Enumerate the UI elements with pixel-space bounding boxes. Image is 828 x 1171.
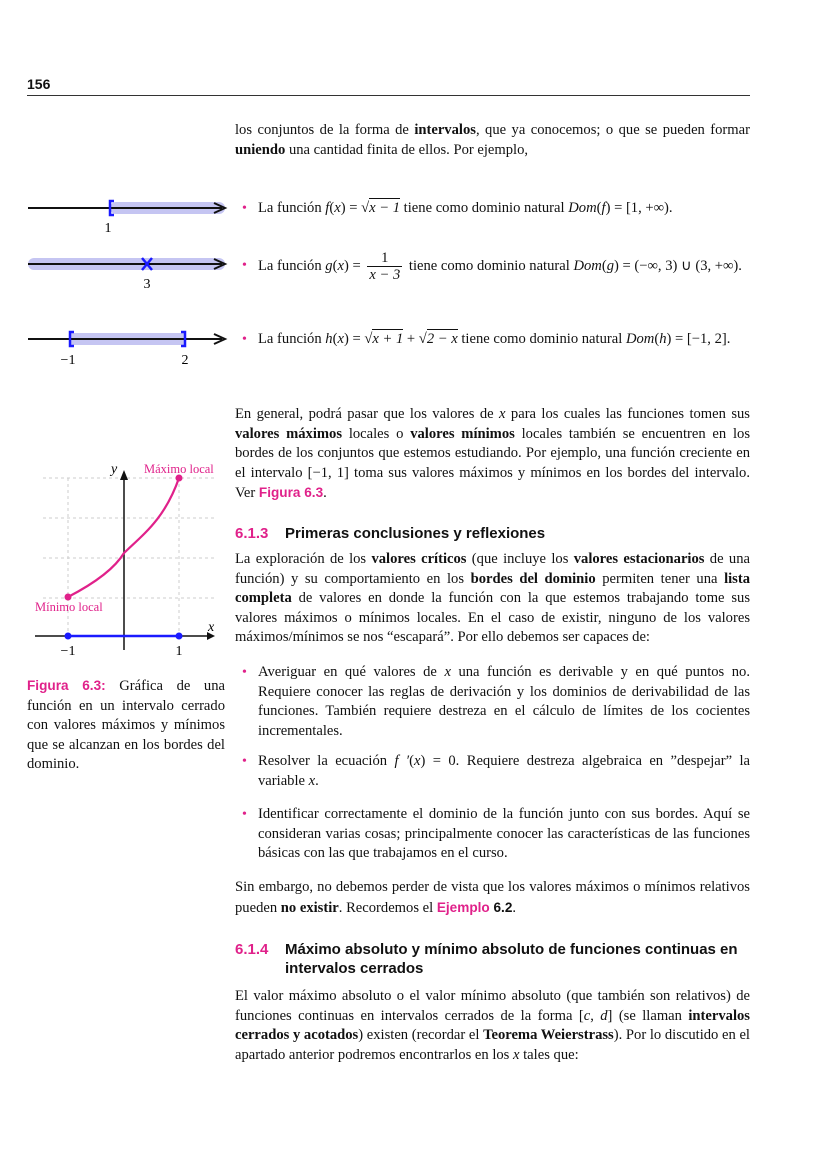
text-run: (	[409, 753, 414, 769]
text-run: +	[403, 331, 419, 347]
math-text: x	[337, 331, 344, 347]
text-run: de una función) y su comportamiento en los	[235, 551, 750, 587]
task-item	[242, 663, 750, 741]
bullet-icon: •	[242, 665, 247, 680]
bullet-icon: •	[242, 258, 247, 273]
example-h	[242, 330, 750, 350]
task-item	[242, 805, 750, 864]
text-run: .	[323, 485, 327, 502]
math-text: h	[659, 331, 667, 347]
section-title: Primeras conclusiones y reflexiones	[285, 525, 546, 542]
math-text: Dom	[568, 200, 597, 216]
radicand: x + 1	[372, 331, 404, 347]
text-run: los conjuntos de la forma de	[235, 122, 415, 138]
max-label: Máximo local	[144, 462, 214, 476]
text-run: . Recordemos el	[338, 899, 437, 916]
numerator: 1	[367, 250, 402, 267]
x-axis-label: x	[208, 620, 215, 635]
math-text: x	[308, 772, 316, 789]
number-line-h	[28, 332, 225, 368]
section-number: 6.1.4	[235, 941, 269, 958]
math-text: g	[606, 257, 615, 274]
tick-label: 1	[175, 644, 183, 659]
text-run: (	[654, 331, 660, 347]
text-run: (que incluye los	[466, 551, 574, 567]
math-text: Dom	[625, 331, 655, 347]
math-text: x	[334, 200, 341, 216]
text-run: ) existen (recordar el	[358, 1027, 484, 1044]
bold-text: intervalos	[414, 122, 476, 138]
number-line-g	[28, 258, 225, 292]
text-run: ) = (−∞, 3) ∪ (3, +∞).	[614, 257, 742, 274]
text-run: (	[332, 331, 338, 347]
square-root	[419, 329, 458, 347]
tick-label: −1	[60, 644, 76, 659]
bold-text: uniendo	[235, 141, 286, 158]
math-text: x	[337, 257, 344, 274]
bold-text: intervalos cerrados y acotados	[235, 1007, 750, 1044]
general-paragraph	[235, 405, 750, 504]
text-run: ) =	[340, 200, 362, 216]
bold-text: valores críticos	[371, 551, 467, 567]
section-title: Máximo absoluto y mínimo absoluto de funciones continuas en	[285, 941, 738, 958]
number-line-label: −1	[60, 353, 76, 368]
section-heading-6-1-4	[235, 940, 750, 978]
math-text: h	[325, 331, 333, 347]
bold-text: lista completa	[235, 570, 751, 607]
square-root	[364, 329, 403, 347]
text-run: Identificar correctamente el dominio de la función junto con sus bordes. Aquí se consideran varias cosas; principalmente conocer las características de las funciones básicas con las que trabajamos en el curso.	[258, 806, 750, 862]
number-line-f	[28, 201, 225, 236]
math-text: g	[325, 257, 333, 274]
bold-text: valores máximos	[235, 425, 343, 442]
text-run: La función	[258, 331, 326, 347]
math-text: d	[600, 1007, 608, 1024]
text-run: .	[512, 899, 517, 916]
domain-endpoint	[65, 633, 72, 640]
text-run: para los cuales las funciones tomen sus	[505, 406, 750, 422]
text-run: .	[315, 772, 319, 789]
section-title-line2: intervalos cerrados	[285, 960, 424, 977]
text-run: una cantidad finita de ellos. Por ejemplo,	[285, 141, 529, 158]
radical-icon: √	[418, 331, 427, 347]
text-run: ) =	[343, 331, 365, 347]
y-axis-arrow-icon	[120, 470, 128, 480]
text-run: tiene como dominio natural	[400, 200, 569, 216]
text-run: una función es derivable y en qué puntos no. Requiere conocer las reglas de derivación y los dominios de derivabilidad de las funciones. También requiere destreza en el cálculo de límites de los cocientes incrementales.	[258, 664, 750, 739]
page-number: 156	[27, 76, 51, 92]
bullet-icon: •	[242, 754, 247, 769]
text-run: tiene como dominio natural	[405, 257, 574, 274]
figure-caption	[27, 676, 225, 775]
text-run: ). Por lo discutido en el apartado anterior podremos encontrarlos en los	[235, 1027, 750, 1063]
bold-text: valores estacionarios	[573, 551, 705, 567]
text-run: En general, podrá pasar que los valores de	[235, 406, 500, 422]
text-run: tales que:	[519, 1046, 579, 1063]
number-line-label: 3	[143, 277, 151, 292]
text-run: (	[601, 257, 607, 274]
text-run: ) = [1, +∞).	[605, 200, 673, 216]
number-lines	[0, 190, 235, 370]
section-number: 6.1.3	[235, 525, 269, 542]
however-paragraph	[235, 878, 750, 918]
text-run: (	[332, 257, 338, 274]
text-run: ) =	[343, 257, 365, 274]
text-run: de valores en donde la función con la que estemos trabajando tome sus valores máximos o mínimos locales. En el caso de existir, ninguno de los valores máximos/mínimos se nos “escapará”. Por ello debemos ser capaces de:	[235, 590, 750, 646]
fraction	[367, 250, 402, 283]
absolute-paragraph	[235, 987, 750, 1065]
math-text: x	[499, 406, 506, 422]
number-line-label: 1	[104, 221, 112, 236]
math-text: f	[601, 200, 606, 216]
text-run: Sin embargo, no debemos perder de vista que los valores máximos o mínimos relativos pueden	[235, 879, 750, 916]
text-run: ) = 0. Requiere destreza algebraica en ”despejar” la variable	[258, 753, 751, 789]
text-run: ,	[590, 1007, 601, 1024]
figure-6-3	[25, 458, 230, 663]
radicand: x − 1	[369, 200, 401, 216]
domain-endpoint	[176, 633, 183, 640]
text-run: La función	[258, 200, 326, 216]
text-run: locales o	[342, 425, 411, 442]
text-run: (	[596, 200, 602, 216]
text-run: ] (se llaman	[607, 1007, 689, 1024]
text-run: Resolver la ecuación	[258, 753, 395, 769]
figure-caption-text: Gráfica de una función en un intervalo cerrado con valores máximos y mínimos que se alcanzan en los bordes del dominio.	[27, 678, 225, 773]
section-heading-6-1-3	[235, 524, 750, 543]
intro-paragraph	[235, 121, 750, 160]
text-run: ) = [−1, 2].	[666, 331, 731, 347]
math-text: x	[444, 664, 451, 680]
square-root	[361, 198, 400, 216]
header-rule	[27, 95, 750, 96]
math-text: c	[583, 1007, 591, 1024]
math-text: f ′	[394, 753, 410, 769]
bold-text: Teorema Weierstrass	[483, 1027, 614, 1044]
y-axis-label: y	[111, 462, 118, 477]
math-text: x	[513, 1046, 520, 1063]
bullet-icon: •	[242, 201, 247, 216]
bold-text: valores mínimos	[410, 425, 515, 442]
text-run: 6.2	[489, 899, 513, 915]
text-run: La exploración de los	[235, 551, 372, 567]
example-g	[242, 250, 750, 283]
text-run: locales también se encuentren en los bordes de los conjuntos que estemos estudiando. Por ejemplo, una función creciente en el intervalo [−1, 1] toma sus valores máximos y mínimos en los bordes del intervalo. Ver	[235, 425, 751, 502]
text-run: , que ya conocemos; o que se pueden formar	[475, 122, 750, 138]
number-line-label: 2	[181, 353, 189, 368]
min-label: Mínimo local	[35, 600, 103, 614]
radical-icon: √	[361, 200, 370, 216]
exploration-paragraph	[235, 550, 750, 648]
math-text: f	[325, 200, 330, 216]
radical-icon: √	[364, 331, 373, 347]
text-run: Averiguar en qué valores de	[258, 664, 445, 680]
figure-caption-label: Figura 6.3:	[27, 678, 106, 693]
text-run: La función	[258, 257, 326, 274]
math-text: Dom	[573, 257, 602, 274]
bullet-icon: •	[242, 332, 247, 347]
bullet-icon: •	[242, 807, 247, 822]
cross-reference-link[interactable]: Ejemplo	[436, 899, 490, 915]
denominator: x − 3	[369, 267, 401, 283]
text-run: (	[329, 200, 335, 216]
task-item	[242, 752, 751, 791]
radicand: 2 − x	[426, 331, 458, 347]
bold-text: bordes del dominio	[470, 570, 596, 587]
cross-reference-link[interactable]: Figura 6.3	[258, 485, 324, 501]
text-run: tiene como dominio natural	[457, 331, 626, 347]
math-text: x	[414, 753, 421, 769]
text-run: permiten tener una	[595, 570, 725, 587]
text-run: El valor máximo absoluto o el valor mínimo absoluto (que también son relativos) de funciones continuas en intervalos cerrados de la forma [	[235, 988, 750, 1024]
example-f	[242, 199, 750, 219]
bold-text: no existir	[280, 899, 339, 916]
